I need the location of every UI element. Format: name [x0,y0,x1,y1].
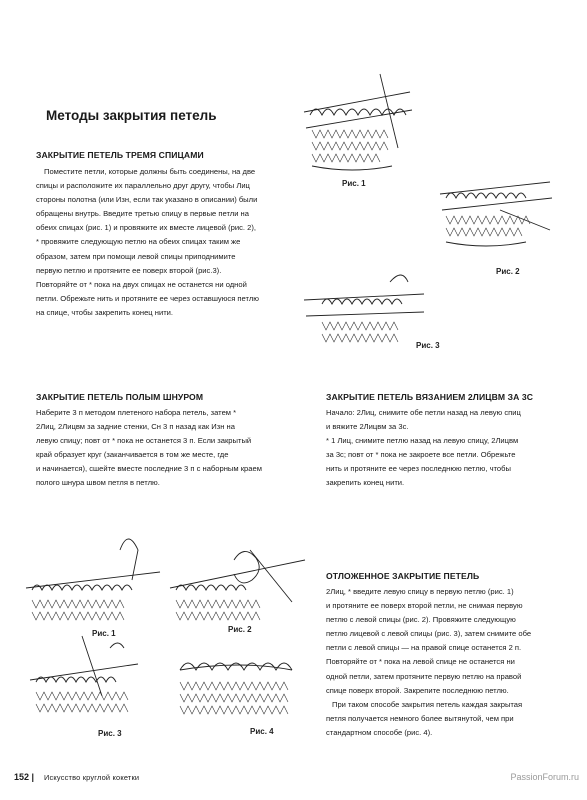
text-line: При таком способе закрытия петель каждая закрытая [332,699,523,709]
text-line: нить и протяните ее через последнюю петлю, чтобы [326,464,511,474]
fig-caption: Рис. 4 [250,727,274,736]
figure-2-drawing [440,182,552,246]
text-line: и вяжите 2Лицвм за 3с. [326,422,409,432]
section-body-k2tog [326,406,576,491]
fig-caption: Рис. 2 [496,267,520,276]
text-line: Наберите 3 п методом плетеного набора петель, затем * [36,408,237,417]
figure-1-drawing [304,74,412,170]
text-line: обращены внутрь. Введите третью спицу в первые петли на [36,209,249,219]
text-line: полого шнура швом петля в петлю. [36,478,160,488]
text-line: край образует круг (заканчивается в том же месте, где [36,450,229,460]
fig-caption: Рис. 3 [98,729,122,738]
text-line: петлю с левой спицы (рис. 2). Провяжите следующую [326,615,516,625]
text-line: спице поверх второй. Закрепите последнюю петлю. [326,685,509,695]
section-body-three-needles [36,165,306,320]
section-body-suspended [326,585,576,740]
icord-illustrations [20,530,315,760]
section-body-icord [36,406,306,491]
text-line: образом, затем при помощи левой спицы приподнимите [36,251,236,261]
text-line: * 1 Лиц, снимите петлю назад на левую спицу, 2Лицвм [326,436,519,446]
text-line: левую спицу; повт от * пока не останется 3 п. Если закрытый [36,436,252,446]
fig-caption: Рис. 2 [228,625,252,634]
bottom-figure-4-drawing [180,663,292,714]
text-line: обеих спицах (рис. 1) и провяжите их вместе лицевой (рис. 2), [36,223,256,233]
bottom-figure-2-drawing [170,550,305,620]
bottom-figure-1-drawing [26,539,160,620]
text-line: петли. Обрежьте нить и протяните ее через оставшуюся петлю [36,293,259,303]
text-line: петлю лицевой с левой спицы (рис. 3), затем снимите обе [326,629,532,639]
section-title-icord: ЗАКРЫТИЕ ПЕТЕЛЬ ПОЛЫМ ШНУРОМ [36,392,204,402]
text-line: и протяните ее поверх второй петли, не снимая первую [326,601,523,611]
bottom-figure-3-drawing [30,636,138,712]
book-title-footer: Искусство круглой кокетки [44,773,140,782]
section-title-suspended: ОТЛОЖЕННОЕ ЗАКРЫТИЕ ПЕТЕЛЬ [326,571,480,581]
section-title-three-needles: ЗАКРЫТИЕ ПЕТЕЛЬ ТРЕМЯ СПИЦАМИ [36,150,204,160]
text-line: Поместите петли, которые должны быть соединены, на две [44,167,256,176]
text-line: и начинается), сшейте вместе последние 3 п с наборным краем [36,464,262,474]
text-line: Начало: 2Лиц, снимите обе петли назад на левую спиц [326,408,521,417]
page-number: 152 | [14,772,35,782]
three-needle-illustrations [300,70,560,360]
text-line: первую петлю и протяните ее поверх второй (рис.3). [36,265,222,275]
text-line: 2Лиц, 2Лицвм за задние стенки, Сн 3 п назад как Изн на [36,422,235,432]
fig-caption: Рис. 1 [92,629,116,638]
text-line: Повторяйте от * пока на двух спицах не останется ни одной [36,279,247,289]
text-line: спицы и расположите их параллельно друг другу, чтобы Лиц [36,181,250,191]
text-line: петли с левой спицы — на правой спице останется 2 п. [326,643,522,653]
text-line: 2Лиц, * введите левую спицу в первую петлю (рис. 1) [326,587,514,596]
text-line: Повторяйте от * пока на левой спице не останется ни [326,657,515,667]
text-line: одной петли, затем протяните первую петлю на правой [326,671,522,681]
text-line: на спице, чтобы закрепить конец нити. [36,307,174,317]
text-line: стороны полотна (или Изн, если так указано в описании) были [36,195,258,205]
watermark: PassionForum.ru [510,772,579,782]
text-line: закрепить конец нити. [326,478,405,488]
page-title: Методы закрытия петель [46,108,217,123]
text-line: за 3с; повт от * пока не закроете все петли. Обрежьте [326,450,516,460]
text-line: петля получается немного более вытянутой, чем при [326,713,514,723]
section-title-k2tog: ЗАКРЫТИЕ ПЕТЕЛЬ ВЯЗАНИЕМ 2ЛИЦВМ ЗА 3С [326,392,534,402]
text-line: * провяжите следующую петлю на обеих спицах таким же [36,237,241,247]
text-line: стандартном способе (рис. 4). [326,727,433,737]
figure-3-drawing [304,275,424,342]
fig-caption: Рис. 3 [416,341,440,350]
fig-caption: Рис. 1 [342,179,366,188]
